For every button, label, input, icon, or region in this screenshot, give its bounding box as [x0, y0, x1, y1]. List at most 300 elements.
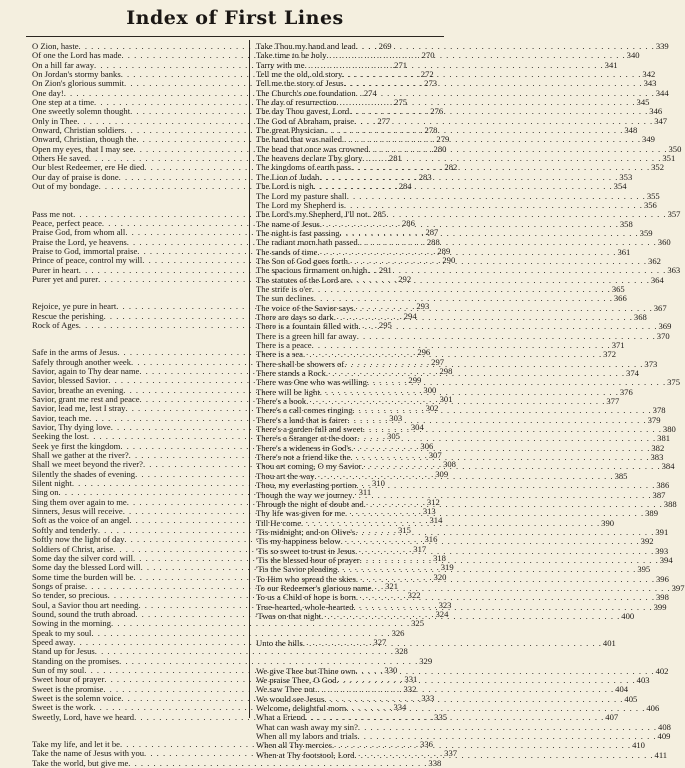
first-line-text: Sound, sound the truth abroad [32, 608, 136, 619]
page-number: 318 [433, 552, 446, 563]
page-number: 313 [422, 506, 436, 517]
page-number: 284 [398, 181, 412, 192]
first-line-text: What a Friend [256, 712, 306, 723]
first-line-text: There is a sea [256, 349, 304, 360]
first-line-text: Take my life, and let it be [32, 739, 120, 750]
first-line-text: There's a Stranger at the door [256, 433, 358, 444]
first-line-text: Savior, lead me, lest I stray [32, 403, 126, 414]
first-line-text: Open my eyes, that I may see [32, 143, 134, 154]
first-line-text: The hand that was nailed [256, 134, 342, 145]
first-line-text: Take the world, but give me [32, 757, 129, 768]
first-line-text: To our Redeemer's glorious name [256, 582, 372, 593]
first-line-text: The name of Jesus [256, 218, 320, 229]
page-number: 380 [662, 424, 676, 435]
page-number: 330 [384, 664, 398, 675]
first-line-text: The radiant morn hath passed [256, 237, 358, 248]
first-line-text: The God of Abraham, praise [256, 115, 355, 126]
page-number: 321 [385, 580, 398, 591]
dot-leader [303, 636, 602, 648]
first-line-text: The sun declines [256, 293, 314, 304]
page-number: 327 [373, 636, 387, 647]
first-line-text: To Him who spread the skies [256, 573, 356, 584]
page-number: 274 [363, 87, 377, 98]
first-line-text: Seek ye first the kingdom [32, 440, 121, 451]
page-number: 272 [420, 69, 434, 80]
first-line-text: The Lord my Shepherd is [256, 199, 344, 210]
page-number: 396 [656, 573, 669, 584]
page-number: 349 [642, 134, 655, 145]
page-number: 366 [613, 293, 627, 304]
page-number: 368 [633, 311, 647, 322]
page-number: 271 [394, 59, 408, 70]
page-number: 402 [655, 665, 669, 676]
page-number: 304 [410, 422, 424, 433]
page-number: 287 [425, 227, 439, 238]
first-line-text: Others He saved [32, 153, 89, 164]
first-line-text: Speak to my soul [32, 627, 92, 638]
page-number: 282 [444, 162, 458, 173]
first-line-text: Savior, breathe an evening [32, 384, 124, 395]
page-number: 385 [614, 470, 628, 481]
dot-leader [321, 608, 620, 621]
first-line-text: Our blest Redeemer, ere He died [32, 162, 145, 173]
page-number: 328 [394, 646, 408, 657]
page-number: 357 [667, 209, 681, 220]
first-line-text: On Jordan's stormy banks [32, 69, 121, 80]
page-number: 411 [654, 749, 668, 760]
first-line-text: There is a fountain filled with [256, 321, 359, 332]
page-number: 317 [413, 543, 427, 554]
first-line-text: Welcome, delightful morn [256, 703, 347, 714]
page-number: 344 [655, 87, 669, 98]
index-entry [256, 636, 616, 649]
page-number: 408 [658, 721, 671, 732]
page-number: 307 [428, 450, 442, 461]
first-line-text: The Lion of Judah [256, 171, 320, 182]
page-number: 290 [442, 255, 456, 266]
page-number: 273 [424, 78, 438, 89]
page-number: 403 [636, 675, 650, 685]
first-line-text: There's a garden full and sweet [256, 424, 363, 435]
first-line-text: Soft as the voice of an angel [32, 515, 130, 526]
page-number: 315 [397, 524, 411, 535]
page-number: 360 [657, 237, 671, 248]
page-number: 301 [439, 394, 453, 404]
page-number: 312 [426, 496, 440, 507]
first-line-text: Savior, blessed Savior [32, 375, 109, 386]
title-rule [26, 36, 444, 37]
page-number: 389 [645, 508, 659, 519]
first-line-text: The statutes of the Lord are [256, 274, 351, 285]
first-line-text: There was One who was willing [256, 377, 367, 388]
index-entry [256, 748, 668, 760]
first-line-text: Sweetly, Lord, have we heard [32, 711, 135, 722]
page-number: 377 [606, 396, 620, 407]
page-number: 383 [650, 452, 664, 463]
page-number: 326 [391, 627, 405, 638]
page-number: 319 [440, 562, 454, 573]
first-line-text: The Son of God goes forth [256, 255, 348, 266]
section-gap [256, 618, 470, 639]
first-line-text: 'Tis the Savior pleading [256, 564, 338, 575]
first-line-text: The spacious firmament on high [256, 265, 368, 276]
first-line-text: Shall we meet beyond the river? [32, 459, 143, 470]
first-line-text: The head that once was crowned [256, 143, 369, 154]
first-line-text: When all Thy mercies [256, 740, 332, 751]
first-line-text: Some day the blessed Lord will [32, 562, 141, 573]
section-gap [256, 646, 470, 667]
first-line-text: Shall we gather at the river? [32, 450, 129, 461]
page-number: 297 [431, 356, 445, 367]
page-number: 365 [611, 283, 625, 294]
first-line-text: The sands of time [256, 246, 318, 257]
first-line-text: One step at a time [32, 97, 95, 108]
page-number: 405 [624, 693, 638, 704]
page-number: 324 [435, 608, 449, 619]
first-line-text: The strife is o'er [256, 283, 312, 294]
page-number: 293 [416, 301, 430, 312]
first-line-text: Only in Thee [32, 115, 78, 126]
first-line-text: There's a call comes ringing [256, 405, 353, 416]
first-line-text: The kingdoms of earth pass [256, 162, 351, 173]
first-line-text: Peace, perfect peace [32, 217, 102, 228]
first-line-text: Sweet hour of prayer [32, 674, 105, 685]
page-number: 371 [611, 340, 625, 350]
first-line-text: Sing them over again to me [32, 496, 127, 507]
first-line-text: There are days so dark [256, 311, 334, 322]
page-number: 386 [656, 480, 670, 491]
page-number: 311 [358, 487, 372, 498]
first-line-text: 'Tis midnight; and on Olive's [256, 526, 356, 537]
page-number: 373 [644, 358, 658, 369]
page-number: 331 [404, 674, 418, 685]
page-number: 401 [602, 638, 616, 649]
page-number: 348 [624, 125, 638, 136]
page-number: 289 [437, 245, 451, 256]
page-number: 309 [435, 468, 449, 479]
page-number: 362 [648, 255, 661, 266]
first-line-text: When all my labors and trials [256, 731, 358, 742]
first-line-text: There's a book [256, 396, 307, 407]
dot-leader [128, 759, 427, 768]
page-number: 336 [420, 739, 433, 750]
page-number: 323 [438, 599, 452, 610]
first-line-text: We would see Jesus [256, 693, 325, 704]
first-line-text: There stands a Rock [256, 368, 326, 379]
page-number: 279 [436, 134, 450, 145]
page-number: 306 [420, 440, 434, 451]
first-line-text: Take time to be holy [256, 50, 327, 61]
first-line-text: 'Tis so sweet to trust in Jesus [256, 545, 356, 556]
first-line-text: Thou art coming, O my Savior [256, 461, 362, 472]
first-line-text: 'Tis my happiness below [256, 536, 341, 547]
first-line-text: Sweet is the work [32, 702, 94, 713]
page-number: 275 [394, 97, 408, 108]
first-line-text: Soul, a Savior thou art needing [32, 599, 139, 610]
page-number: 291 [378, 264, 392, 275]
page-number: 391 [655, 526, 669, 537]
page-number: 359 [639, 227, 653, 238]
first-line-text: The day Thou gavest, Lord [256, 106, 350, 117]
first-line-text: When at Thy footstool, Lord [256, 749, 355, 760]
page-number: 376 [619, 386, 633, 397]
first-line-text: Thou, my everlasting portion [256, 480, 357, 491]
page-number: 358 [619, 218, 633, 229]
first-line-text: 'Twas on that night [256, 610, 322, 621]
page-number: 288 [426, 236, 440, 247]
first-line-text: Tell me the story of Jesus [256, 78, 344, 89]
first-line-text: O Zion, haste [32, 41, 79, 51]
first-line-text: Through the night of doubt and [256, 498, 364, 509]
first-line-text: Praise to God, immortal praise [32, 245, 138, 256]
first-line-text: Softly now the light of day [32, 534, 125, 545]
page-number: 394 [659, 554, 673, 565]
right-column [256, 41, 685, 760]
page-number: 400 [621, 610, 635, 621]
page-number: 285 [373, 208, 387, 219]
first-line-text: Praise the Lord, ye heavens [32, 236, 127, 247]
page-number: 269 [378, 41, 392, 51]
page-number: 367 [653, 302, 667, 313]
page-number: 399 [653, 601, 667, 612]
first-line-text: Sweet is the solemn voice [32, 693, 122, 703]
first-line-text: The heavens declare Thy glory [256, 153, 363, 164]
section-gap [32, 722, 246, 740]
first-line-text: The day of resurrection [256, 97, 337, 108]
first-line-text: Onward, Christian, though the [32, 134, 137, 145]
page-number: 384 [661, 461, 675, 472]
page-number: 299 [408, 375, 422, 386]
first-line-text: Tarry with me [256, 59, 305, 70]
page-number: 397 [671, 582, 685, 593]
first-line-text: Rejoice, ye pure in heart [32, 301, 117, 312]
page-number: 325 [411, 618, 425, 629]
page-number: 298 [439, 365, 453, 376]
first-line-text: Praise God, from whom all [32, 227, 126, 238]
page-number: 322 [407, 590, 421, 601]
page-number: 410 [632, 740, 645, 751]
first-line-text: Purer yet and purer [32, 273, 99, 284]
first-line-text: Safe in the arms of Jesus [32, 347, 118, 358]
page-number: 379 [647, 414, 661, 425]
first-line-text: There's a wideness in God's [256, 442, 352, 453]
first-line-text: Standing on the promises [32, 655, 120, 666]
page-number: 303 [389, 412, 403, 423]
first-line-text: Songs of praise [32, 580, 85, 591]
first-line-text: There will be light [256, 386, 320, 397]
first-line-text: The Lord is nigh [256, 181, 314, 192]
first-line-text: Savior, grant me rest and peace [32, 394, 140, 404]
page-number: 378 [652, 405, 666, 416]
index-entry [32, 757, 442, 768]
page-number: 375 [667, 377, 680, 388]
first-line-text: Of one the Lord has made [32, 50, 122, 61]
page-number: 347 [654, 115, 668, 126]
page-number: 281 [388, 153, 402, 164]
page-number: 300 [423, 384, 437, 395]
first-line-text: Purer in heart [32, 264, 79, 275]
page-number: 406 [646, 703, 660, 714]
first-line-text: Soldiers of Christ, arise [32, 543, 114, 554]
first-line-text: 'Tis the blessed hour of prayer [256, 554, 360, 565]
first-line-text: To us a Child of hope is born [256, 592, 356, 603]
first-line-text: Sowing in the morning [32, 618, 112, 629]
first-line-text: On Zion's glorious summit [32, 78, 125, 89]
first-line-text: There's not a friend like the [256, 452, 351, 463]
first-line-text: Savior, teach me [32, 412, 90, 423]
dot-leader [354, 748, 653, 760]
index-entry [256, 608, 635, 621]
first-line-text: One day! [32, 87, 64, 98]
first-line-text: Stand up for Jesus [32, 646, 95, 657]
page-number: 353 [619, 171, 633, 182]
first-line-text: Savior, again to Thy dear name [32, 365, 140, 376]
page-number: 390 [601, 517, 615, 528]
page-number: 296 [417, 347, 431, 358]
page-number: 295 [378, 319, 392, 330]
first-line-text: Prince of peace, control my will [32, 255, 143, 266]
page-number: 364 [650, 274, 664, 285]
section-gap [32, 330, 246, 348]
first-line-text: What can wash away my sin? [256, 721, 358, 732]
page-number: 355 [646, 190, 660, 201]
first-line-text: Pass me not [32, 208, 74, 219]
page-number: 392 [640, 536, 654, 547]
first-line-text: Sweet is the promise [32, 683, 104, 694]
first-line-text: There's a land that is fairer [256, 414, 348, 425]
page-number: 286 [402, 217, 415, 228]
first-line-text: There is a green hill far away [256, 330, 357, 341]
page-number: 363 [667, 265, 681, 276]
page-number: 350 [668, 143, 682, 154]
page-number: 356 [643, 199, 657, 210]
page-number: 278 [424, 125, 438, 136]
first-line-text: Thy life was given for me [256, 508, 346, 519]
first-line-text: True-hearted, whole-hearted [256, 601, 354, 612]
page-number: 370 [656, 330, 670, 341]
first-line-text: Unto the hills [256, 638, 303, 649]
page-number: 305 [387, 431, 400, 442]
section-gap [32, 192, 246, 210]
page-number: 388 [663, 498, 677, 509]
page-number: 308 [443, 459, 456, 470]
first-line-text: Seeking the lost [32, 431, 87, 442]
page-number: 277 [377, 115, 391, 126]
first-line-text: Tell me the old, old story [256, 69, 343, 80]
page-number: 395 [637, 564, 651, 575]
page-number: 346 [649, 106, 663, 117]
first-line-text: Safely through another week [32, 356, 132, 367]
first-line-text: We give Thee but Thine own [256, 665, 356, 676]
page-number: 338 [428, 757, 442, 768]
page-number: 270 [421, 50, 435, 61]
first-line-text: Till He come [256, 517, 302, 528]
page-number: 369 [658, 321, 672, 332]
first-line-text: The great Physician [256, 125, 325, 136]
first-line-text: Sing on [32, 487, 59, 498]
page-number: 354 [613, 181, 627, 192]
page-number: 310 [371, 478, 385, 489]
first-line-text: Onward, Christian soldiers [32, 125, 125, 136]
first-line-text: Our day of praise is done [32, 171, 119, 182]
page-number: 337 [444, 748, 458, 759]
page-number: 342 [642, 69, 656, 80]
first-line-text: So tender, so precious [32, 590, 108, 601]
page-number: 382 [651, 442, 665, 453]
page-number: 283 [418, 171, 432, 182]
page-number: 334 [393, 702, 407, 713]
first-line-text: The voice of the Savior says [256, 302, 354, 313]
page-number: 387 [652, 489, 666, 500]
page-number: 314 [429, 515, 443, 526]
page-number: 351 [662, 153, 676, 164]
first-line-text: There shall be showers of [256, 358, 345, 369]
page-title: Index of First Lines [126, 7, 344, 29]
first-line-text: Silent night [32, 478, 72, 489]
page-number: 407 [605, 712, 619, 723]
first-line-text: Take the name of Jesus with you [32, 748, 145, 759]
first-line-text: The Lord my pasture shall [256, 190, 347, 201]
page-number: 372 [603, 349, 617, 360]
first-line-text: Sinners, Jesus will receive [32, 506, 123, 517]
page-number: 381 [657, 433, 671, 444]
page-number: 329 [419, 655, 433, 666]
first-line-text: Out of my bondage [32, 181, 99, 192]
page-number: 398 [656, 592, 669, 603]
page-number: 404 [615, 684, 629, 695]
first-line-text: We saw Thee not [256, 684, 316, 695]
first-line-text: Some time the burden will be [32, 571, 134, 582]
first-line-text: On a hill far away [32, 59, 95, 70]
section-gap [32, 284, 246, 302]
page-number: 374 [626, 368, 639, 379]
first-line-text: Rescue the perishing [32, 310, 104, 321]
first-line-text: Rock of Ages [32, 319, 79, 330]
page-number: 280 [433, 143, 447, 154]
first-line-text: Speed away [32, 636, 74, 647]
first-line-text: One sweetly solemn thought [32, 106, 131, 117]
first-line-text: Softly and tenderly [32, 524, 98, 535]
first-line-text: Silently the shades of evening [32, 468, 136, 479]
page-number: 292 [398, 273, 412, 284]
first-line-text: Thou art the way [256, 470, 315, 481]
first-line-text: Some day the silver cord will [32, 552, 133, 563]
page-number: 339 [655, 41, 669, 51]
page-number: 352 [651, 162, 664, 173]
page-number: 341 [604, 59, 618, 70]
first-line-text: Though the way we journey [256, 489, 353, 500]
page-number: 343 [643, 78, 657, 89]
page-number: 345 [636, 97, 650, 108]
first-line-text: There is a peace [256, 340, 312, 350]
page-number: 316 [424, 534, 438, 545]
page-number: 276 [430, 106, 444, 117]
page-number: 294 [403, 310, 417, 321]
first-line-text: The Lord's my Shepherd, I'll not [256, 209, 368, 220]
page-number: 320 [433, 571, 447, 582]
page-number: 393 [655, 545, 669, 556]
first-line-text: Savior, Thy dying love [32, 422, 111, 433]
page-number: 332 [403, 683, 417, 694]
first-line-text: We praise Thee, O God [256, 675, 337, 685]
first-line-text: Sun of my soul [32, 664, 85, 675]
page-number: 335 [434, 711, 448, 722]
page-number: 302 [425, 403, 439, 414]
first-line-text: Take Thou my hand and lead [256, 41, 356, 51]
first-line-text: The night is fast passing [256, 227, 340, 238]
first-line-text: The Church's one foundation [256, 87, 356, 98]
page-number: 361 [617, 246, 631, 257]
